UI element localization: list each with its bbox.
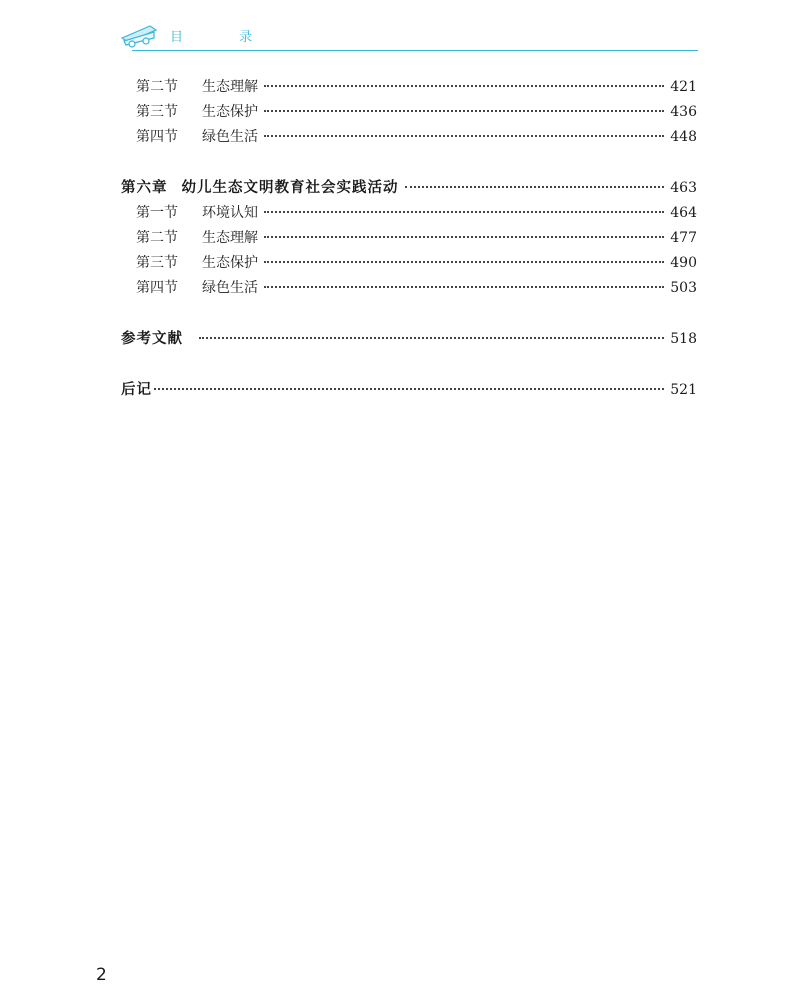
toc-section-title: 绿色生活 <box>202 280 258 296</box>
toc-page-number: 503 <box>670 280 697 296</box>
toc-afterword-entry[interactable] <box>121 378 697 403</box>
toc-chapter-title: 幼儿生态文明教育社会实践活动 <box>181 180 399 196</box>
leader-dots <box>264 236 664 238</box>
leader-dots <box>264 135 664 137</box>
pencil-car-logo-icon <box>120 20 160 48</box>
toc-page-number: 477 <box>670 230 697 246</box>
toc-list <box>121 75 697 403</box>
toc-chapter-title: 参考文献 <box>121 331 183 347</box>
toc-section-number: 第一节 <box>136 205 178 221</box>
toc-entry[interactable] <box>121 75 697 100</box>
toc-section-title: 绿色生活 <box>202 129 258 145</box>
leader-dots <box>199 337 664 339</box>
toc-entry[interactable] <box>121 251 697 276</box>
toc-section-number: 第二节 <box>136 79 178 95</box>
leader-dots <box>405 186 665 188</box>
toc-section-number: 第三节 <box>136 104 178 120</box>
header-rule <box>132 50 698 51</box>
toc-entry[interactable] <box>121 125 697 150</box>
toc-references-entry[interactable] <box>121 327 697 352</box>
toc-entry[interactable] <box>121 226 697 251</box>
toc-section-number: 第四节 <box>136 280 178 296</box>
toc-page-number: 463 <box>670 180 697 196</box>
page-number: 2 <box>96 965 107 985</box>
toc-entry[interactable] <box>121 201 697 226</box>
toc-page-number: 518 <box>670 331 697 347</box>
toc-section-title: 生态理解 <box>202 79 258 95</box>
toc-section-number: 第二节 <box>136 230 178 246</box>
toc-chapter-number: 第六章 <box>121 180 168 196</box>
toc-entry[interactable] <box>121 276 697 301</box>
toc-page-number: 448 <box>670 129 697 145</box>
toc-page-number: 490 <box>670 255 697 271</box>
leader-dots <box>264 85 664 87</box>
toc-page-number: 521 <box>670 382 697 398</box>
toc-section-title: 生态保护 <box>202 104 258 120</box>
toc-entry[interactable] <box>121 100 697 125</box>
toc-section-number: 第三节 <box>136 255 178 271</box>
toc-page-number: 436 <box>670 104 697 120</box>
toc-section-number: 第四节 <box>136 129 178 145</box>
toc-section-title: 环境认知 <box>202 205 258 221</box>
toc-page-number: 464 <box>670 205 697 221</box>
leader-dots <box>264 261 664 263</box>
page-header <box>120 20 698 52</box>
toc-chapter-title: 后记 <box>121 382 152 398</box>
leader-dots <box>264 286 664 288</box>
toc-section-title: 生态保护 <box>202 255 258 271</box>
header-title: 目 录 <box>170 30 279 45</box>
toc-chapter-entry[interactable] <box>121 176 697 201</box>
leader-dots <box>264 110 664 112</box>
toc-section-title: 生态理解 <box>202 230 258 246</box>
leader-dots <box>264 211 664 213</box>
leader-dots <box>154 388 664 390</box>
toc-page-number: 421 <box>670 79 697 95</box>
